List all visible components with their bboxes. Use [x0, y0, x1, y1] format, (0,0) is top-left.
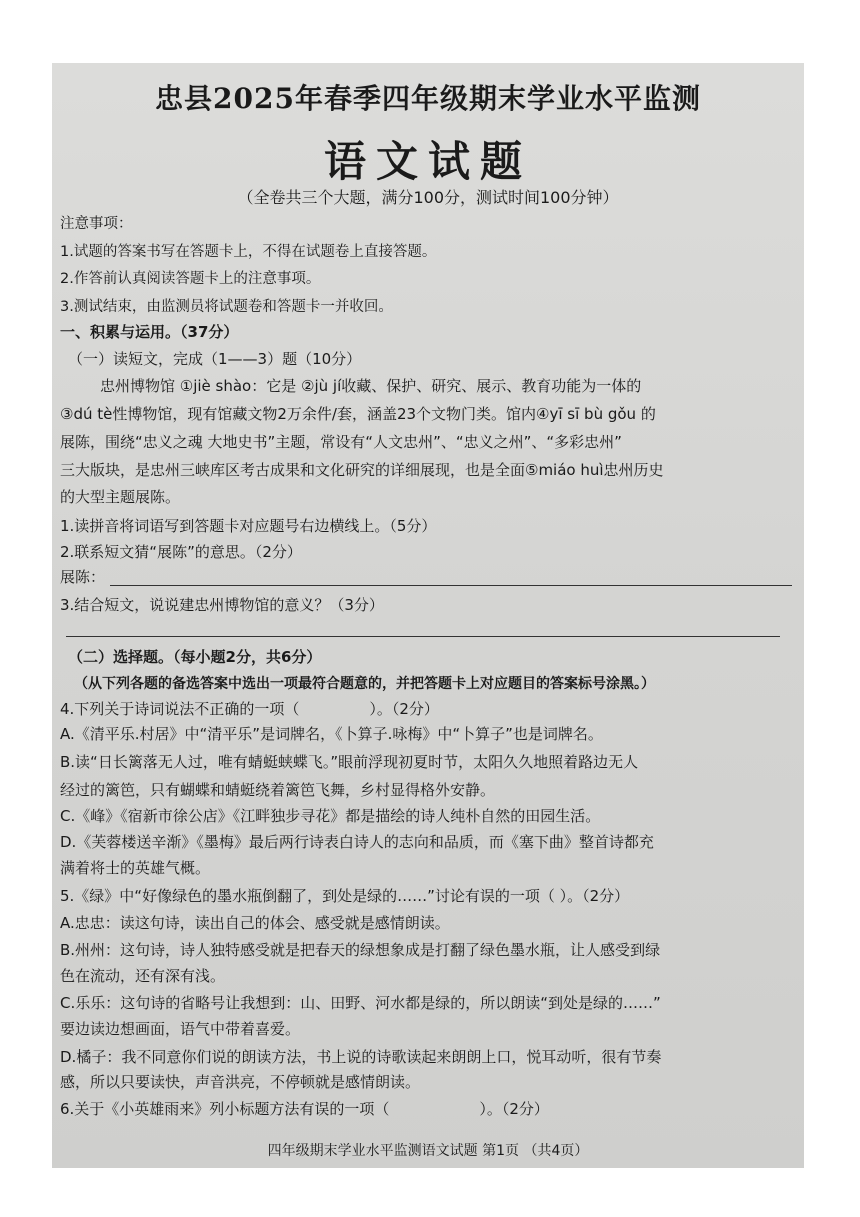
passage-line: 忠州博物馆 ①jiè shào：它是 ②jù jí收藏、保护、研究、展示、教育功能为一体的	[100, 377, 642, 395]
option-line: B.读“日长篱落无人过，唯有蜻蜓蛱蝶飞。”眼前浮现初夏时节，太阳久久地照着路边无人	[60, 753, 639, 771]
option-line: A.《清平乐.村居》中“清平乐”是词牌名，《卜算子.咏梅》中“卜算子”也是词牌名。	[60, 725, 603, 743]
option-line: A.忠忠：读这句诗，读出自己的体会、感受就是感情朗读。	[60, 914, 450, 932]
answer-line	[110, 585, 792, 586]
part2-heading: （二）选择题。（每小题2分，共6分）	[68, 648, 322, 666]
option-line: 经过的篱笆，只有蝴蝶和蜻蜓绕着篱笆飞舞，乡村显得格外安静。	[60, 781, 496, 799]
option-line: D.《芙蓉楼送辛渐》《墨梅》最后两行诗表白诗人的志向和品质，而《塞下曲》整首诗都充	[60, 833, 654, 851]
section1-heading: 一、积累与运用。（37分）	[60, 323, 239, 341]
question-4-stem: 4.下列关于诗词说法不正确的一项（	[60, 700, 300, 718]
option-line: C.乐乐：这句诗的省略号让我想到：山、田野、河水都是绿的，所以朗读“到处是绿的……”	[60, 994, 661, 1012]
exam-info: （全卷共三个大题，满分100分，测试时间100分钟）	[237, 188, 619, 207]
question-6-stem: 6.关于《小英雄雨来》列小标题方法有误的一项（	[60, 1100, 390, 1118]
question-1: 1.读拼音将词语写到答题卡对应题号右边横线上。（5分）	[60, 517, 437, 535]
part1-heading: （一）读短文，完成（1——3）题（10分）	[68, 350, 362, 368]
question-3: 3.结合短文，说说建忠州博物馆的意义？（3分）	[60, 596, 384, 614]
question-2: 2.联系短文猜“展陈”的意思。（2分）	[60, 543, 302, 561]
question-6-points: ）。（2分）	[479, 1100, 549, 1118]
exam-paper	[52, 63, 804, 1168]
passage-line: 展陈，围绕“忠义之魂 大地史书”主题，常设有“人文忠州”、“忠义之州”、“多彩忠州”	[60, 433, 622, 451]
question-4-points: ）。（2分）	[369, 700, 439, 718]
question-5: 5.《绿》中“好像绿色的墨水瓶倒翻了，到处是绿的……”讨论有误的一项（ ）。（2分）	[60, 887, 630, 905]
option-line: 满着将士的英雄气概。	[60, 859, 211, 877]
note-item: 1.试题的答案书写在答题卡上，不得在试题卷上直接答题。	[60, 244, 437, 260]
part2-instruction: （从下列各题的备选答案中选出一项最符合题意的，并把答题卡上对应题目的答案标号涂黑。）	[74, 676, 655, 692]
notes-heading: 注意事项：	[60, 216, 133, 232]
option-line: 感，所以只要读快，声音洪亮，不停顿就是感情朗读。	[60, 1073, 421, 1091]
exam-title: 忠县2025年春季四年级期末学业水平监测	[155, 82, 701, 115]
page-footer: 四年级期末学业水平监测语文试题 第1页 （共4页）	[267, 1143, 589, 1159]
exam-subject: 语文试题	[323, 137, 532, 186]
note-item: 2.作答前认真阅读答题卡上的注意事项。	[60, 271, 321, 287]
question-2-answer-label: 展陈：	[60, 568, 106, 586]
note-item: 3.测试结束，由监测员将试题卷和答题卡一并收回。	[60, 299, 393, 315]
question-4	[60, 698, 439, 719]
option-line: 色在流动，还有深有浅。	[60, 967, 226, 985]
option-line: D.橘子：我不同意你们说的朗读方法，书上说的诗歌读起来朗朗上口，悦耳动听，很有节奏	[60, 1048, 662, 1066]
answer-line	[66, 636, 780, 637]
question-6	[60, 1098, 549, 1119]
option-line: 要边读边想画面，语气中带着喜爱。	[60, 1020, 301, 1038]
passage-line: 的大型主题展陈。	[60, 488, 181, 506]
option-line: C.《峰》《宿新市徐公店》《江畔独步寻花》都是描绘的诗人纯朴自然的田园生活。	[60, 807, 601, 825]
passage-line: 三大版块，是忠州三峡库区考古成果和文化研究的详细展现，也是全面⑤miáo huì忠州历史	[60, 461, 664, 479]
passage-line: ③dú tè性博物馆，现有馆藏文物2万余件/套，涵盖23个文物门类。馆内④yī sī bù gǒu 的	[60, 405, 656, 423]
option-line: B.州州：这句诗，诗人独特感受就是把春天的绿想象成是打翻了绿色墨水瓶，让人感受到绿	[60, 941, 661, 959]
